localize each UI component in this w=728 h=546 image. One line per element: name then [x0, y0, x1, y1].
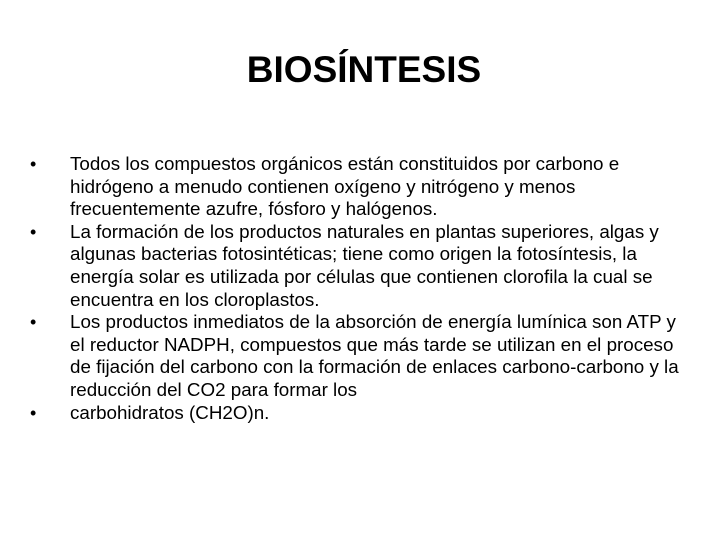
bullet-marker: •	[30, 154, 37, 174]
bullet-text: Todos los compuestos orgánicos están constituidos por carbono e hidrógeno a menudo contienen oxígeno y nitrógeno y menos frecuentemente azufre, fósforo y halógenos.	[70, 153, 620, 220]
bullet-marker: •	[30, 402, 37, 423]
bullet-text: carbohidratos (CH2O)n.	[70, 401, 270, 423]
bullet-text: La formación de los productos naturales en plantas superiores, algas y algunas bacterias fotosintéticas; tiene como origen la fotosíntesis, la energía solar es utilizada por células que contienen clorofila la cual se encuentra en los cloroplastos.	[70, 220, 659, 310]
bullet-text: Los productos inmediatos de la absorción de energía lumínica son ATP y el reductor NADPH, compuestos que más tarde se utilizan en el proceso de fijación del carbono con la formación de enlaces carbono-carbono y la reducción del CO2 para formar los	[70, 311, 679, 400]
bullet-item	[30, 402, 680, 425]
slide-title: BIOSÍNTESIS	[246, 49, 482, 90]
bullet-marker: •	[30, 312, 37, 333]
bullet-marker: •	[30, 221, 37, 242]
bullet-list	[30, 153, 680, 424]
bullet-item	[30, 221, 680, 311]
bullet-item	[30, 153, 680, 221]
bullet-item	[30, 311, 680, 401]
